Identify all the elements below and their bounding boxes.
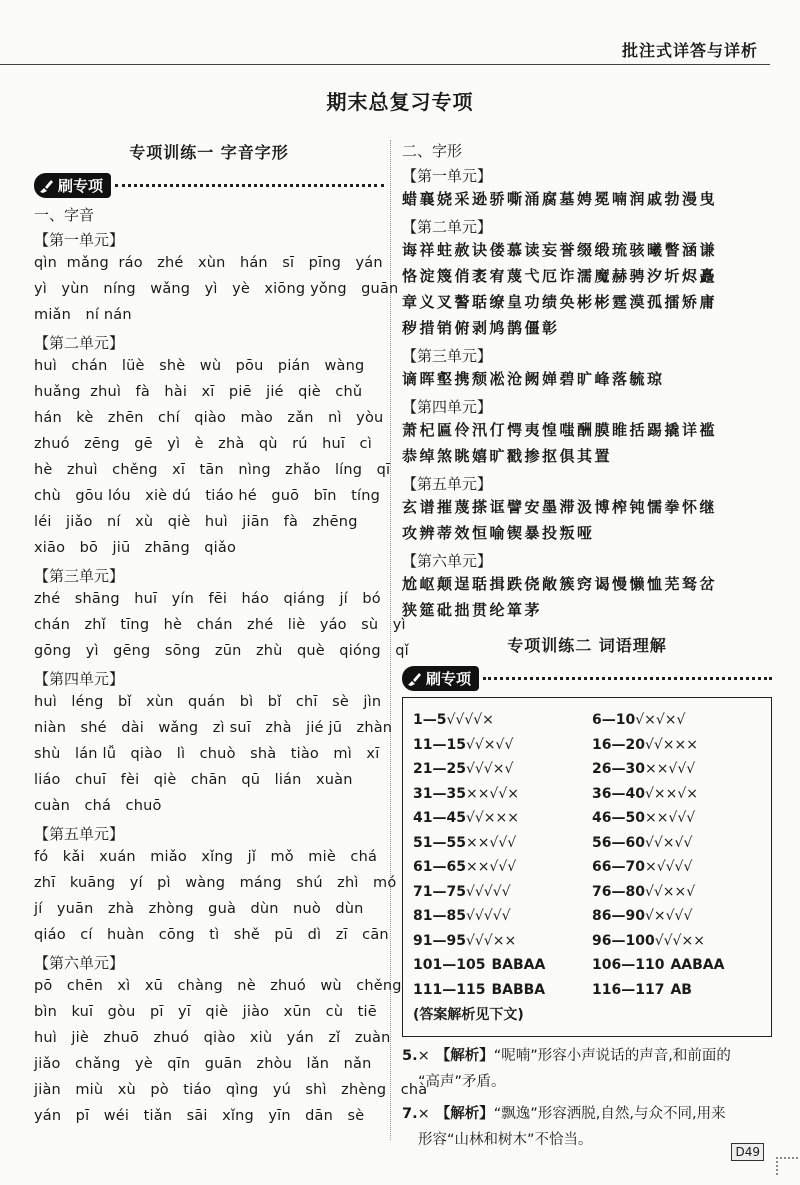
answer-range: 31—35 <box>413 785 466 802</box>
explanation-item <box>402 1043 772 1095</box>
answer-marks: √√√√√ <box>465 908 511 924</box>
left-column <box>34 140 428 1129</box>
answer-item <box>413 831 582 856</box>
unit-label: 【第一单元】 <box>34 231 125 249</box>
answer-marks: √√××√ <box>644 883 696 900</box>
pinyin-line: zhī kuāng yí pì wàng máng shú zhì mó <box>34 875 397 891</box>
character-line: 狭筵砒拙贯纶箪茅 <box>402 601 543 619</box>
character-line: 蜡襄娆采逊骄嘶涌腐墓娉冕喃润戚勃漫曳 <box>402 190 718 208</box>
answer-item <box>592 733 761 758</box>
badge-label: 刷专项 <box>426 670 472 688</box>
subheading-pinyin: 一、字音 <box>34 206 95 224</box>
answer-marks: √××√× <box>644 785 699 802</box>
answer-range: 101—105 <box>413 957 486 973</box>
pinyin-line: qiáo cí huàn cōng tì shě pū dì zī cān <box>34 927 389 943</box>
answer-marks: AABAA <box>670 957 725 973</box>
answer-item <box>592 855 761 880</box>
brush-icon <box>38 178 54 194</box>
answer-note: (答案解析见下文) <box>413 1007 524 1023</box>
character-units <box>402 165 772 623</box>
pinyin-line: huǎng zhuì fà hài xī piē jié qiè chǔ <box>34 384 363 400</box>
explanation-number: 7. <box>402 1106 418 1122</box>
answer-item <box>413 733 582 758</box>
answer-range: 76—80 <box>592 883 645 900</box>
pinyin-line: shù lán lǚ qiào lì chuò shà tiào mì xī <box>34 746 380 762</box>
explanation-text: “飘逸”形容洒脱,自然,与众不同,用来 <box>493 1106 726 1122</box>
answer-marks: √√×√√ <box>644 834 693 851</box>
answer-marks: √×√×√ <box>635 712 686 728</box>
unit-label: 【第四单元】 <box>402 398 493 416</box>
pinyin-line: yì yùn níng wǎng yì yè xiōng yǒng guān <box>34 281 399 297</box>
header-divider <box>0 64 770 65</box>
answer-item <box>592 953 761 978</box>
pinyin-line: jiàn miù xù pò tiáo qìng yú shì zhèng chà <box>34 1082 428 1098</box>
answer-range: 1—5 <box>413 712 447 728</box>
answer-marks: √√√×× <box>465 932 517 949</box>
unit-label: 【第五单元】 <box>402 475 493 493</box>
explanation-tag: 【解析】 <box>435 1048 494 1064</box>
character-line: 玄谱摧蔑搽诓譬安墨滞汲博榨钝懦拳怀继 <box>402 498 718 516</box>
answer-item <box>413 757 582 782</box>
answer-item <box>413 904 582 929</box>
answer-range: 111—115 <box>413 981 486 998</box>
answer-range: 41—45 <box>413 810 466 826</box>
answer-range: 51—55 <box>413 834 466 851</box>
character-line: 诲祥蛀赦诀偻慕读妄誉缀缎琉骇曦瞥涵谦 <box>402 241 718 259</box>
answer-range: 81—85 <box>413 908 466 924</box>
explanation-continuation: “高声”矛盾。 <box>418 1074 506 1090</box>
answer-item <box>592 757 761 782</box>
pinyin-line: cuàn chá chuō <box>34 798 162 814</box>
answer-marks: √√××× <box>465 810 520 826</box>
unit-label: 【第六单元】 <box>402 552 493 570</box>
page-title: 期末总复习专项 <box>326 90 474 114</box>
answer-item <box>413 708 582 733</box>
character-line: 萧杞匾伶汛仃愕夷惶嗤酬膜睢括踢撬详褴 <box>402 421 718 439</box>
answer-item <box>413 806 582 831</box>
unit-label: 【第三单元】 <box>402 347 493 365</box>
explanation-line <box>402 1043 772 1069</box>
character-line: 秽措销俯剥鸠鹊僵彰 <box>402 319 560 337</box>
pinyin-line: xiāo bō jiū zhāng qiǎo <box>34 540 237 556</box>
pinyin-line: jiǎo chǎng yè qīn guān zhòu lǎn nǎn <box>34 1056 372 1072</box>
answer-range: 46—50 <box>592 810 645 826</box>
answer-range: 86—90 <box>592 908 645 924</box>
explanation-tag: 【解析】 <box>435 1106 494 1122</box>
answer-marks: ××√√√ <box>644 810 696 826</box>
answer-item <box>592 782 761 807</box>
section-title-2: 专项训练二 词语理解 <box>507 636 667 655</box>
pinyin-line: léi jiǎo ní xù qiè huì jiān fà zhēng <box>34 514 358 530</box>
pinyin-line: hè zhuì chěng xī tān nìng zhǎo líng qī <box>34 462 391 478</box>
explanation-item <box>402 1101 772 1153</box>
answer-marks: ××√√√ <box>465 834 517 851</box>
pinyin-line: miǎn ní nán <box>34 307 132 323</box>
pinyin-line: hán kè zhēn chí qiào mào zǎn nì yòu <box>34 410 384 426</box>
answer-range: 26—30 <box>592 761 645 777</box>
answer-item <box>413 978 582 1003</box>
badge-row <box>34 173 384 198</box>
section-title-1: 专项训练一 字音字形 <box>129 143 289 162</box>
answer-marks: √√√×× <box>654 932 705 949</box>
answer-marks: √√√×√ <box>465 761 514 777</box>
pinyin-line: niàn shé dài wǎng zì suī zhà jié jū zhàn <box>34 720 393 736</box>
pinyin-line: liáo chuī fèi qiè chān qū lián xuàn <box>34 772 353 788</box>
pinyin-line: zhuó zēng gē yì è zhà qù rú huī cì <box>34 436 372 452</box>
explanation-line <box>402 1101 772 1127</box>
answer-item <box>413 855 582 880</box>
answer-item <box>413 880 582 905</box>
pinyin-line: fó kǎi xuán miǎo xǐng jǐ mǒ miè chá <box>34 849 378 865</box>
explanation-text: “呢喃”形容小声说话的声音,和前面的 <box>493 1048 731 1064</box>
answer-item <box>413 953 582 978</box>
page-number: D49 <box>731 1143 764 1161</box>
character-line: 尬岖颠逞聒揖跌侥敞簇窍谒慢懒恤芜驽岔 <box>402 575 718 593</box>
pinyin-line: chù gōu lóu xiè dú tiáo hé guō bīn tíng <box>34 488 381 504</box>
character-line: 攻辨蒂效恒喻锲暴投叛哑 <box>402 524 595 542</box>
explanation-mark: × <box>417 1106 430 1122</box>
answer-range: 11—15 <box>413 736 466 753</box>
unit-label: 【第三单元】 <box>34 567 125 585</box>
pinyin-line: zhé shāng huī yín fēi háo qiáng jí bó <box>34 591 381 607</box>
answer-range: 71—75 <box>413 883 466 900</box>
answer-marks: ××√√√ <box>644 761 696 777</box>
dotted-rule <box>115 184 384 187</box>
answer-range: 116—117 <box>592 981 665 998</box>
answer-item <box>592 831 761 856</box>
badge-label: 刷专项 <box>58 177 104 195</box>
answer-marks: ××√√× <box>465 785 520 802</box>
unit-label: 【第一单元】 <box>402 167 493 185</box>
answer-item <box>592 929 761 954</box>
answer-range: 56—60 <box>592 834 645 851</box>
answer-marks: ××√√√ <box>465 859 517 875</box>
unit-label: 【第二单元】 <box>402 218 493 236</box>
character-line: 谪晖壑携颓凇沧阙婵碧旷峰落毓琼 <box>402 370 665 388</box>
explanation-mark: × <box>417 1048 430 1064</box>
pinyin-line: bìn kuī gòu pī yī qiè jiào xūn cù tiē <box>34 1004 377 1020</box>
answer-range: 106—110 <box>592 957 665 973</box>
badge-row-2 <box>402 666 772 691</box>
answer-marks: BABAA <box>491 957 546 973</box>
answer-range: 66—70 <box>592 859 645 875</box>
pinyin-units <box>34 229 428 1129</box>
pinyin-line: chán zhǐ tīng hè chán zhé liè yáo sù yì <box>34 617 406 633</box>
right-column <box>402 140 772 1153</box>
unit-label: 【第六单元】 <box>34 954 125 972</box>
answer-range: 91—95 <box>413 932 466 949</box>
answer-marks: √√√√√ <box>465 883 511 900</box>
header-tag: 批注式详答与详析 <box>621 41 758 60</box>
explanation-continuation: 形容“山林和树木”不恰当。 <box>418 1132 593 1148</box>
unit-label: 【第四单元】 <box>34 670 125 688</box>
pinyin-line: pō chēn xì xū chàng nè zhuó wù chěng <box>34 978 402 994</box>
dotted-rule <box>483 677 772 680</box>
answer-range: 6—10 <box>592 712 636 728</box>
answer-marks: √×√√√ <box>644 908 693 924</box>
answer-item <box>413 782 582 807</box>
answer-marks: BABBA <box>491 981 546 998</box>
pinyin-line: huì léng bǐ xùn quán bì bǐ chī sè jìn <box>34 694 382 710</box>
answer-marks: ×√√√√ <box>644 859 693 875</box>
answer-marks: AB <box>670 981 692 998</box>
answer-marks: √√××× <box>644 736 699 753</box>
unit-label: 【第二单元】 <box>34 334 125 352</box>
answer-range: 61—65 <box>413 859 466 875</box>
corner-mark <box>776 1157 798 1175</box>
answer-item <box>592 708 761 733</box>
answer-range: 36—40 <box>592 785 645 802</box>
answer-range: 16—20 <box>592 736 645 753</box>
answer-item <box>592 904 761 929</box>
answer-marks: √√√√× <box>446 712 494 728</box>
character-line: 恭绰煞眺嬉旷戳掺抠俱其置 <box>402 447 613 465</box>
answer-box <box>402 697 772 1037</box>
explanations <box>402 1043 772 1153</box>
character-line: 恪淀篾俏袤宥蔑弋厄诈濡魔赫骋汐圻烬矗 <box>402 267 718 285</box>
brush-icon <box>406 671 422 687</box>
answer-item <box>592 978 761 1003</box>
pinyin-line: jí yuān zhà zhòng guà dùn nuò dùn <box>34 901 364 917</box>
brush-badge <box>34 173 111 198</box>
pinyin-line: gōng yì gēng sōng zūn zhù què qióng qǐ <box>34 643 409 659</box>
unit-label: 【第五单元】 <box>34 825 125 843</box>
pinyin-line: qìn mǎng ráo zhé xùn hán sī pīng yán <box>34 255 383 271</box>
answer-item <box>592 806 761 831</box>
answer-item <box>413 929 582 954</box>
answer-range: 21—25 <box>413 761 466 777</box>
subheading-characters: 二、字形 <box>402 142 463 160</box>
pinyin-line: yán pī wéi tiǎn sāi xǐng yīn dān sè <box>34 1108 365 1124</box>
pinyin-line: huì chán lüè shè wù pōu pián wàng <box>34 358 365 374</box>
character-line: 章义叉謷聒缭皇功绩奂彬彬霆漠孤擂矫庸 <box>402 293 718 311</box>
answer-item <box>592 880 761 905</box>
pinyin-line: huì jiè zhuō zhuó qiào xiù yán zǐ zuàn <box>34 1030 391 1046</box>
explanation-number: 5. <box>402 1048 418 1064</box>
brush-badge <box>402 666 479 691</box>
answer-range: 96—100 <box>592 932 655 949</box>
answer-marks: √√×√√ <box>465 736 514 753</box>
